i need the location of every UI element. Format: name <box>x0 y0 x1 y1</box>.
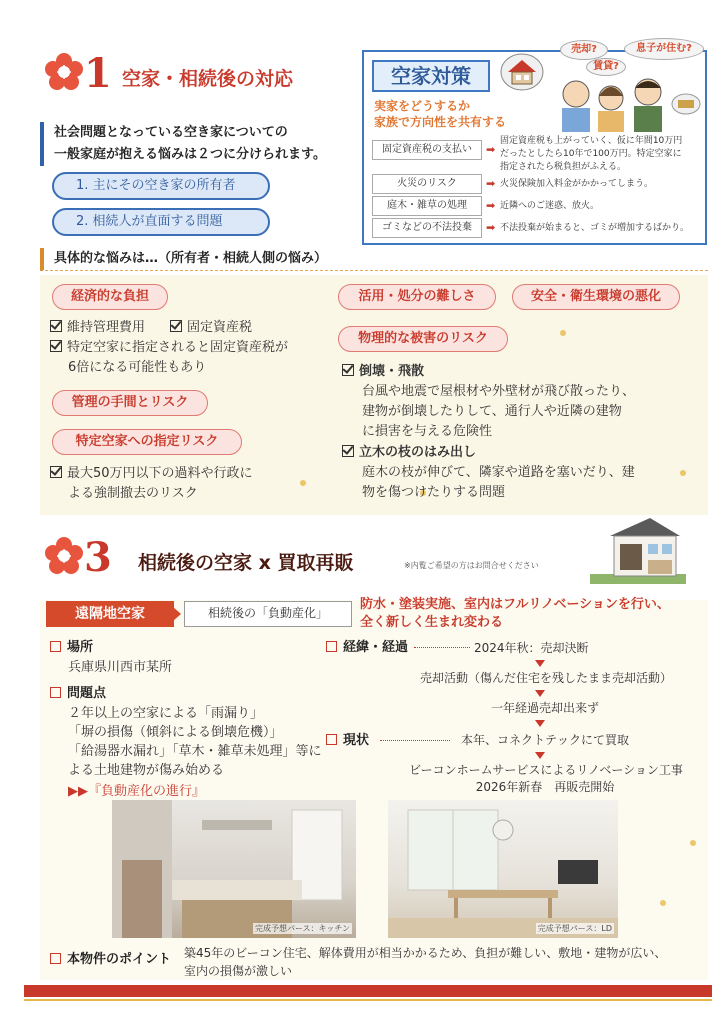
speech-rent: 賃貸? <box>586 58 626 76</box>
row-line: 固定資産税も上がっていく、仮に年間10万円 <box>500 136 683 146</box>
akiya-subtitle-2: 家族で方向性を共有する <box>374 115 507 129</box>
problem-line: よる土地建物が傷み始める <box>68 763 225 778</box>
timeline-sale-decision: 2024年秋：売却決断 <box>474 641 589 655</box>
gold-dot <box>300 480 306 486</box>
location-value: 兵庫県川西市某所 <box>68 660 173 675</box>
tag-disposal-difficulty: 活用・処分の難しさ <box>338 284 496 310</box>
akiya-subtitle-1: 実家をどうするか <box>374 99 471 113</box>
section1-intro <box>40 122 360 166</box>
square-bullet-icon <box>50 953 61 964</box>
tree-description <box>362 463 702 503</box>
checkbox-icon <box>50 466 62 478</box>
category-heir: 2. 相続人が直面する問題 <box>52 208 270 236</box>
tag-economic-burden: 経済的な負担 <box>52 284 168 310</box>
arrow-right-icon: ➡ <box>486 177 496 190</box>
footer-bar <box>24 985 712 997</box>
kitchen-illustration <box>112 800 356 938</box>
speech-son: 息子が住む? <box>624 38 704 60</box>
square-bullet-icon <box>50 687 61 698</box>
footer-line <box>24 999 712 1001</box>
problem-line: ２年以上の空家による「雨漏り」 <box>68 706 264 721</box>
arrow-right-icon: ➡ <box>486 199 496 212</box>
tag-designation-risk: 特定空家への指定リスク <box>52 429 242 455</box>
problem-description <box>68 704 328 780</box>
section3-number: 3 <box>84 534 112 581</box>
tag-safety-hygiene: 安全・衛生環境の悪化 <box>512 284 680 310</box>
tag-management-risk: 管理の手間とリスク <box>52 390 208 416</box>
label-text: 問題点 <box>67 686 107 701</box>
point-description <box>184 944 714 980</box>
akiya-row-text-dumping: 不法投棄が始まると、ゴミが増加するばかり。 <box>500 223 690 233</box>
history-label <box>326 638 408 658</box>
checkbox-icon <box>50 320 62 332</box>
family-illustration <box>556 74 702 132</box>
section1-number: 1 <box>84 50 112 97</box>
current-renovation: ビーコンホームサービスによるリノベーション工事 <box>409 763 683 777</box>
check-label: 最大50万円以下の過料や行政に <box>67 466 253 481</box>
living-illustration <box>388 800 618 938</box>
tag-arrow-icon <box>173 607 181 621</box>
row-line: だったとしたら10年で100万円。特定空家に <box>500 149 682 159</box>
check-special-vacant-cont: 6倍になる可能性もあり <box>68 360 207 375</box>
down-arrow-icon <box>535 690 545 697</box>
negative-asset-tag: 相続後の「負動産化」 <box>184 601 352 627</box>
checkbox-icon <box>170 320 182 332</box>
row-line: 指定されたら税負担がふえる。 <box>500 162 627 172</box>
check-label: 倒壊・飛散 <box>359 364 425 379</box>
akiya-row-text-fire: 火災保険加入料金がかかってしまう。 <box>500 179 654 189</box>
concerns-heading: 具体的な悩みは…（所有者・相続人側の悩み） <box>40 248 708 271</box>
square-bullet-icon <box>326 734 337 745</box>
check-label: 維持管理費用 <box>67 320 146 335</box>
label-text: 場所 <box>67 640 94 655</box>
desc-line: 物を傷つけたりする問題 <box>362 485 506 500</box>
square-bullet-icon <box>50 641 61 652</box>
akiya-row-label-tax: 固定資産税の支払い <box>372 140 482 160</box>
timeline-unsold: 一年経過売却出来ず <box>490 701 599 715</box>
problem-line: 「塀の損傷（傾斜による倒壊危機）」 <box>68 725 283 740</box>
category-owner: 1. 主にその空き家の所有者 <box>52 172 270 200</box>
checkbox-icon <box>50 340 62 352</box>
desc-line: 建物が倒壊したりして、通行人や近隣の建物 <box>362 404 622 419</box>
current-purchase: 本年、コネクトテックにて買取 <box>460 733 629 747</box>
down-arrow-icon <box>535 660 545 667</box>
desc-line: 台風や地震で屋根材や外壁材が飛び散ったり、 <box>362 384 636 399</box>
collapse-description <box>362 382 702 442</box>
section3-title: 相続後の空家 x 買取再販 <box>138 552 354 574</box>
check-label: 立木の枝のはみ出し <box>359 445 477 460</box>
check-fine-risk-cont: よる強制撤去のリスク <box>68 486 198 501</box>
akiya-row-text-garden: 近隣へのご迷惑、放火。 <box>500 201 600 211</box>
plum-blossom-icon <box>44 536 84 576</box>
problem-label <box>50 684 106 704</box>
plum-blossom-icon <box>44 52 84 92</box>
label-text: 本物件のポイント <box>67 952 172 967</box>
timeline-sale-activity: 売却活動（傷んだ住宅を残したまま売却活動） <box>420 671 673 685</box>
check-special-vacant <box>50 338 288 358</box>
check-fine-risk <box>50 464 253 484</box>
speech-sell: 売却? <box>560 40 608 60</box>
check-collapse <box>342 362 424 382</box>
label-text: 経緯・経過 <box>343 640 409 655</box>
current-resale: 2026年新春 再販売開始 <box>475 780 615 794</box>
square-bullet-icon <box>326 641 337 652</box>
checkbox-icon <box>342 445 354 457</box>
check-label: 固定資産税 <box>187 320 253 335</box>
down-arrow-icon <box>535 720 545 727</box>
check-label: 特定空家に指定されると固定資産税が <box>67 340 289 355</box>
akiya-row-label-fire: 火災のリスク <box>372 174 482 194</box>
down-arrow-icon <box>535 752 545 759</box>
headline-line-2: 全く新しく生まれ変わる <box>360 615 504 630</box>
gold-dot <box>560 330 566 336</box>
checkbox-icon <box>342 364 354 376</box>
headline-line-1: 防水・塗装実施、室内はフルリノベーションを行い、 <box>360 597 670 612</box>
label-text: 現状 <box>343 733 370 748</box>
arrow-right-icon: ➡ <box>486 221 496 234</box>
check-maintenance-cost <box>50 318 145 338</box>
dotted-leader <box>414 647 470 648</box>
problem-conclusion: ▶▶『負動産化の進行』 <box>68 784 205 799</box>
check-tree-branches <box>342 443 476 463</box>
point-line: 築45年のビーコン住宅、解体費用が相当かかるため、負担が難しい、敷地・建物が広い、 <box>184 946 667 960</box>
location-label <box>50 638 93 658</box>
point-label <box>50 950 171 970</box>
viewing-note: ※内覧ご希望の方はお問合せください <box>404 561 539 570</box>
kitchen-caption: 完成予想パース：キッチン <box>254 924 350 933</box>
intro-line: 一般家庭が抱える悩みは２つに分けられます。 <box>54 147 326 162</box>
check-property-tax <box>170 318 252 338</box>
intro-line: 社会問題となっている空き家についての <box>54 125 288 140</box>
akiya-title: 空家対策 <box>372 60 490 92</box>
akiya-row-label-dumping: ゴミなどの不法投棄 <box>372 218 482 238</box>
tag-physical-damage: 物理的な被害のリスク <box>338 326 508 352</box>
ld-caption: 完成予想パース：LD <box>537 924 612 933</box>
house-icon <box>500 52 544 92</box>
section1-title: 空家・相続後の対応 <box>122 68 294 90</box>
modern-house-icon <box>590 514 686 584</box>
current-label <box>326 731 369 751</box>
gold-dot <box>660 900 666 906</box>
akiya-row-label-garden: 庭木・雑草の処理 <box>372 196 482 216</box>
remote-vacant-tag: 遠隔地空家 <box>46 601 174 627</box>
gold-dot <box>690 840 696 846</box>
problem-line: 「給湯器水漏れ」「草木・雑草未処理」等に <box>68 744 322 759</box>
akiya-row-text-tax <box>500 135 700 174</box>
kitchen-rendering <box>112 800 356 938</box>
point-line: 室内の損傷が激しい <box>184 964 293 978</box>
desc-line: に損害を与える危険性 <box>362 424 493 439</box>
desc-line: 庭木の枝が伸びて、隣家や道路を塞いだり、建 <box>362 465 635 480</box>
arrow-right-icon: ➡ <box>486 143 496 156</box>
living-dining-rendering <box>388 800 618 938</box>
